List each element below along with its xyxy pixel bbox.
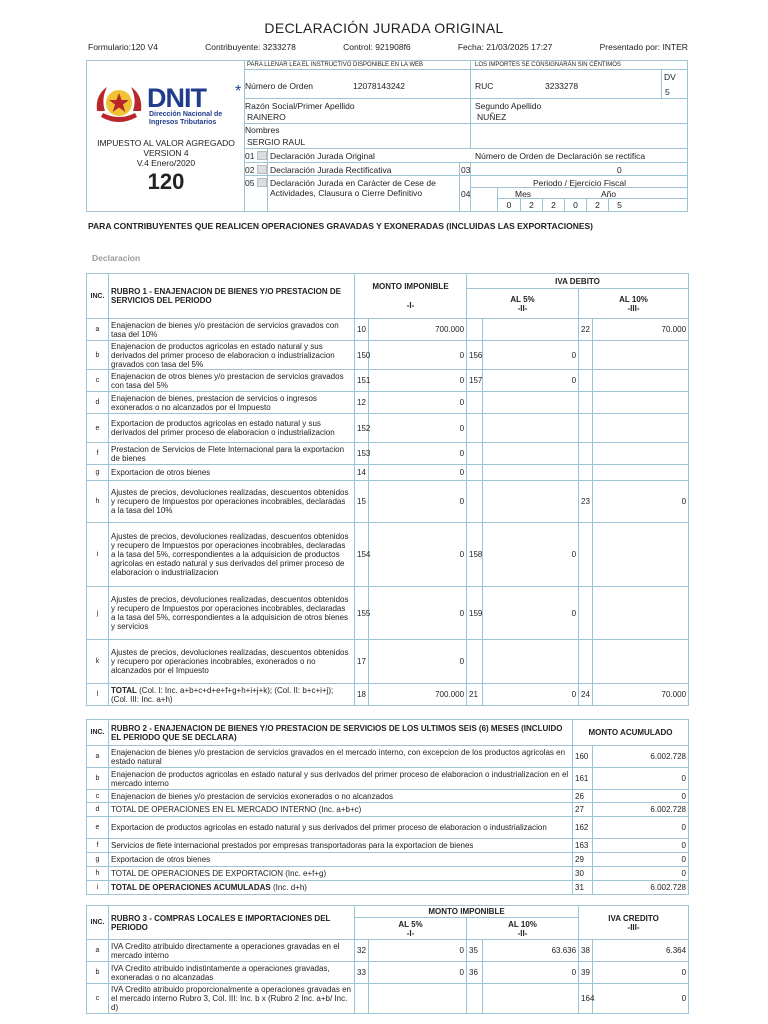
- col3-code: [579, 370, 593, 392]
- row-inc: i: [87, 881, 109, 895]
- row-inc: b: [87, 768, 109, 790]
- col1-value: 0: [369, 962, 467, 984]
- row-code: 162: [573, 817, 593, 839]
- table-row: [87, 640, 689, 684]
- row-inc: b: [87, 962, 109, 984]
- row-desc: [109, 319, 355, 341]
- col3-code: 164: [579, 984, 593, 1014]
- al5-header: AL 5% -II-: [467, 289, 579, 319]
- col1-value: 0: [369, 392, 467, 414]
- opt01-code: 01: [245, 151, 255, 161]
- col1-value: 0: [369, 443, 467, 465]
- table-row: [87, 817, 689, 839]
- row-inc: l: [87, 684, 109, 706]
- col2-value: 0: [483, 587, 579, 640]
- col3-code: [579, 443, 593, 465]
- row-desc-text: (Inc. d+h): [270, 883, 307, 892]
- table-row: [87, 940, 689, 962]
- col2-code: [467, 481, 483, 523]
- col3-value: [593, 523, 689, 587]
- table-row: [87, 803, 689, 817]
- col1-code: 152: [355, 414, 369, 443]
- row-desc-text: Prestacion de Servicios de Flete Internacional para la exportacion de bienes: [111, 444, 345, 463]
- col3-code: [579, 414, 593, 443]
- col3-value: [593, 587, 689, 640]
- col3-code: [579, 341, 593, 370]
- table-row: [87, 481, 689, 523]
- row-inc: a: [87, 940, 109, 962]
- col2-value: 0: [483, 523, 579, 587]
- col2-code: [467, 392, 483, 414]
- row-desc-text: TOTAL DE OPERACIONES DE EXPORTACION (Inc. e+f+g): [111, 869, 327, 878]
- row-inc: e: [87, 414, 109, 443]
- row-desc-text: Ajustes de precios, devoluciones realizadas, descuentos obtenidos y recupero por operaciones incobrables, exonerados o no alcanzados por el Impuesto: [111, 648, 349, 675]
- form-header: [86, 60, 688, 212]
- row-desc-text: Ajustes de precios, devoluciones realizadas, descuentos obtenidos y recupero de Impuestos por operaciones incobrables, declaradas a la tasa del 5%, correspondientes a la adquisicion de productos agricolas en estado natural y sus derivados del primer proceso de elaboracion o industrializacion: [111, 532, 349, 577]
- rubro1-table: [86, 273, 689, 706]
- opt02-code: 02: [245, 165, 255, 175]
- rubro2-inc-header: INC.: [87, 720, 109, 746]
- nombres-value: SERGIO RAUL: [247, 137, 306, 147]
- row-desc: [109, 768, 573, 790]
- row-desc: IVA Credito atribuido indistintamente a operaciones gravadas, exoneradas o no alcanzadas: [109, 962, 355, 984]
- col1-value: 0: [369, 587, 467, 640]
- form-number: 120: [147, 169, 185, 194]
- col2-code: 36: [467, 962, 483, 984]
- dnit-emblem-icon: [93, 81, 145, 129]
- row-desc-text: (Col. I: Inc. a+b+c+d+e+f+g+h+i+j+k); (Col. II: b+c+i+j); (Col. III: Inc. a+h): [111, 685, 334, 704]
- row-inc: g: [87, 853, 109, 867]
- col2-code: 21: [467, 684, 483, 706]
- col1-code: 14: [355, 465, 369, 481]
- page-title: DECLARACIÓN JURADA ORIGINAL: [264, 20, 504, 36]
- rubro2-table: [86, 719, 689, 895]
- col3-code: 24: [579, 684, 593, 706]
- logo-star: *: [235, 83, 242, 100]
- col2-code: [467, 443, 483, 465]
- table-row: [87, 984, 689, 1014]
- row-desc-text: Enajenacion de bienes y/o prestacion de servicios gravados con tasa del 10%: [111, 320, 339, 339]
- row-desc: [109, 370, 355, 392]
- col1-code: 12: [355, 392, 369, 414]
- row-inc: h: [87, 481, 109, 523]
- col1-value: 700.000: [369, 319, 467, 341]
- row-code: 160: [573, 746, 593, 768]
- col1-value: 0: [369, 940, 467, 962]
- col1-value: 0: [369, 341, 467, 370]
- col2-code: [467, 319, 483, 341]
- col3-value: 70.000: [593, 684, 689, 706]
- col2-value: [483, 414, 579, 443]
- nombres-label: Nombres: [245, 125, 280, 135]
- col2-code: 35: [467, 940, 483, 962]
- row-desc: [109, 481, 355, 523]
- col1-code: 15: [355, 481, 369, 523]
- row-desc-text: TOTAL DE OPERACIONES EN EL MERCADO INTERNO (Inc. a+b+c): [111, 805, 362, 814]
- col1-value: 0: [369, 523, 467, 587]
- table-row: [87, 587, 689, 640]
- row-desc-text: Exportacion de otros bienes: [111, 855, 211, 864]
- table-row: [87, 443, 689, 465]
- rubro3-al10-header: AL 10% -II-: [467, 918, 579, 940]
- col1-code: 10: [355, 319, 369, 341]
- col2-value: 0: [483, 370, 579, 392]
- row-desc: [109, 640, 355, 684]
- razon-label: Razón Social/Primer Apellido: [245, 101, 355, 111]
- row-inc: d: [87, 803, 109, 817]
- table-row: [87, 341, 689, 370]
- col2-code: [467, 414, 483, 443]
- row-desc-text: Exportacion de productos agricolas en estado natural y sus derivados del primer proceso de elaboracion o industrializacion: [111, 419, 335, 437]
- row-desc: [109, 392, 355, 414]
- col1-code: 151: [355, 370, 369, 392]
- col2-code: 158: [467, 523, 483, 587]
- col2-value: [483, 443, 579, 465]
- col2-value: 63.636: [483, 940, 579, 962]
- opt01-label: Declaración Jurada Original: [270, 151, 375, 161]
- rubro2-title: RUBRO 2 - ENAJENACION DE BIENES Y/O PRESTACION DE SERVICIOS DE LOS ULTIMOS SEIS (6) MESES (INCLUIDO EL PERIODO QUE SE DECLARA): [109, 720, 573, 746]
- row-desc-text: Ajustes de precios, devoluciones realizadas, descuentos obtenidos y recupero de Impuestos por operaciones incobrables, declaradas a la tasa del 10%: [111, 488, 349, 515]
- section-label: Declaracion: [92, 253, 141, 263]
- opt02-checkbox[interactable]: [257, 164, 267, 174]
- col3-value: 0: [593, 962, 689, 984]
- opt05-label: Declaración Jurada en Carácter de Cese de Actividades, Clausura o Cierre Definitivo: [270, 178, 436, 198]
- meta-control: Control: 921908f6: [343, 42, 411, 52]
- table-row: [87, 867, 689, 881]
- col3-value: [593, 392, 689, 414]
- opt02-label: Declaración Jurada Rectificativa: [270, 165, 392, 175]
- col2-value: [483, 392, 579, 414]
- col3-code: 23: [579, 481, 593, 523]
- rubro3-table: [86, 905, 689, 1014]
- table-row: [87, 319, 689, 341]
- col1-value: 0: [369, 481, 467, 523]
- periodo-label: Periodo / Ejercicio Fiscal: [532, 178, 627, 188]
- col1-code: 33: [355, 962, 369, 984]
- col2-code: [467, 984, 483, 1014]
- row-value: 0: [593, 790, 689, 803]
- col3-value: [593, 465, 689, 481]
- row-desc: IVA Credito atribuido directamente a operaciones gravadas en el mercado interno: [109, 940, 355, 962]
- row-desc: [109, 587, 355, 640]
- row-inc: c: [87, 790, 109, 803]
- meta-fecha: Fecha: 21/03/2025 17:27: [457, 42, 553, 52]
- row-value: 6.002.728: [593, 803, 689, 817]
- row-desc-bold: TOTAL DE OPERACIONES ACUMULADAS: [111, 883, 271, 892]
- col1-value: [369, 984, 467, 1014]
- row-desc-text: Exportacion de otros bienes: [111, 468, 211, 477]
- col3-code: 22: [579, 319, 593, 341]
- row-value: 6.002.728: [593, 881, 689, 895]
- segundo-label: Segundo Apellido: [475, 101, 542, 111]
- rubro1-inc-header: INC.: [87, 274, 109, 319]
- col2-code: [467, 465, 483, 481]
- rectifica-value: 0: [617, 165, 622, 175]
- row-desc: [109, 341, 355, 370]
- row-desc-text: Enajenacion de otros bienes y/o prestacion de servicios gravados con tasa del 5%: [111, 371, 344, 390]
- tax-name: IMPUESTO AL VALOR AGREGADO VERSION 4 V.4 Enero/2020: [97, 138, 235, 168]
- col2-value: [483, 481, 579, 523]
- razon-value: RAINERO: [247, 112, 286, 122]
- col3-value: 0: [593, 481, 689, 523]
- col2-code: 157: [467, 370, 483, 392]
- col2-value: [483, 319, 579, 341]
- table-row: [87, 962, 689, 984]
- col3-code: [579, 523, 593, 587]
- iva-debito-header: IVA DEBITO: [467, 274, 689, 289]
- orden-label: Número de Orden: [245, 81, 314, 91]
- rubro3-title: RUBRO 3 - COMPRAS LOCALES E IMPORTACIONES DEL PERIODO: [109, 906, 355, 940]
- row-inc: h: [87, 867, 109, 881]
- orden-value: 12078143242: [353, 81, 406, 91]
- mes-label: Mes: [515, 189, 532, 199]
- table-row: [87, 465, 689, 481]
- table-row: [87, 523, 689, 587]
- logo-area: [87, 61, 245, 212]
- importes-note: LOS IMPORTES SE CONSIGNARÁN SIN CÉNTIMOS: [475, 62, 621, 68]
- row-desc-text: Enajenacion de productos agricolas en estado natural y sus derivados del primer proceso de elaboracion o industrializacion gravados con tasa del 5%: [111, 341, 335, 369]
- row-desc-text: Enajenacion de bienes, prestacion de servicios o ingresos exonerados o no alcanzados por el Impuesto: [111, 393, 317, 412]
- table-row: [87, 881, 689, 895]
- col3-value: 70.000: [593, 319, 689, 341]
- row-inc: j: [87, 587, 109, 640]
- row-desc: [109, 523, 355, 587]
- col2-code: 159: [467, 587, 483, 640]
- col2-value: 0: [483, 684, 579, 706]
- row-inc: a: [87, 746, 109, 768]
- instructivo-note: PARA LLENAR LEA EL INSTRUCTIVO DISPONIBLE EN LA WEB: [247, 62, 424, 68]
- table-row: [87, 790, 689, 803]
- table-row: [87, 392, 689, 414]
- row-desc: [109, 746, 573, 768]
- row-desc: [109, 684, 355, 706]
- monto-acumulado-header: MONTO ACUMULADO: [573, 720, 689, 746]
- col3-value: [593, 414, 689, 443]
- col3-code: [579, 465, 593, 481]
- col1-value: 0: [369, 370, 467, 392]
- col2-value: [483, 465, 579, 481]
- table-row: [87, 370, 689, 392]
- ruc-label: RUC: [475, 81, 494, 91]
- row-desc: [109, 414, 355, 443]
- rubro3-monto-header: MONTO IMPONIBLE: [355, 906, 579, 918]
- row-desc: [109, 867, 573, 881]
- row-code: 161: [573, 768, 593, 790]
- row-value: 0: [593, 853, 689, 867]
- opt05-code: 05: [245, 178, 255, 188]
- row-value: 0: [593, 817, 689, 839]
- anio-label: Año: [601, 189, 617, 199]
- col1-code: 154: [355, 523, 369, 587]
- col2-value: 0: [483, 341, 579, 370]
- opt05-checkbox[interactable]: [257, 177, 267, 187]
- col3-value: [593, 370, 689, 392]
- monto-imponible-header: MONTO IMPONIBLE -I-: [355, 274, 467, 319]
- col3-value: 6.364: [593, 940, 689, 962]
- ruc-value: 3233278: [545, 81, 579, 91]
- row-desc: [109, 881, 573, 895]
- row-inc: f: [87, 443, 109, 465]
- code03: 03: [461, 165, 471, 175]
- row-inc: f: [87, 839, 109, 853]
- period-digits: 0 2 2 0 2 5: [498, 199, 630, 211]
- form-meta: [88, 42, 688, 52]
- row-desc-text: Enajenacion de bienes y/o prestacion de servicios exonerados o no alcanzados: [111, 791, 393, 801]
- row-desc: [109, 803, 573, 817]
- col1-code: 153: [355, 443, 369, 465]
- row-desc-text: Ajustes de precios, devoluciones realizadas, descuentos obtenidos y recupero de Impuestos por operaciones incobrables, declaradas a la tasa del 5%, correspondientes a la adquisicion de otros bienes y servicios: [111, 595, 349, 631]
- col1-value: 700.000: [369, 684, 467, 706]
- table-row: [87, 746, 689, 768]
- row-code: 31: [573, 881, 593, 895]
- meta-formulario: Formulario:120 V4: [88, 42, 158, 52]
- table-row: [87, 853, 689, 867]
- row-code: 27: [573, 803, 593, 817]
- logo-text: DNIT: [147, 83, 206, 113]
- row-value: 0: [593, 867, 689, 881]
- row-inc: k: [87, 640, 109, 684]
- row-inc: a: [87, 319, 109, 341]
- row-desc: [109, 465, 355, 481]
- segundo-value: NUÑEZ: [477, 112, 507, 122]
- col1-code: 150: [355, 341, 369, 370]
- col1-code: 32: [355, 940, 369, 962]
- dv-label: DV: [664, 72, 676, 82]
- row-inc: i: [87, 523, 109, 587]
- col1-value: 0: [369, 640, 467, 684]
- row-code: 29: [573, 853, 593, 867]
- col1-code: 155: [355, 587, 369, 640]
- row-inc: c: [87, 370, 109, 392]
- table-row: [87, 768, 689, 790]
- row-code: 30: [573, 867, 593, 881]
- opt01-checkbox[interactable]: [257, 150, 267, 160]
- rubro3-inc-header: INC.: [87, 906, 109, 940]
- row-value: 0: [593, 768, 689, 790]
- rectifica-label: Número de Orden de Declaración se rectifica: [475, 151, 646, 161]
- col1-value: 0: [369, 414, 467, 443]
- col3-code: 38: [579, 940, 593, 962]
- table-row: [87, 684, 689, 706]
- row-inc: c: [87, 984, 109, 1014]
- row-desc: [109, 839, 573, 853]
- col3-code: [579, 392, 593, 414]
- row-desc: [109, 853, 573, 867]
- col2-value: [483, 984, 579, 1014]
- col3-code: [579, 640, 593, 684]
- code04: 04: [461, 189, 471, 199]
- row-desc-text: Enajenacion de productos agricolas en estado natural y sus derivados del primer proceso de elaboracion o industrializacion en el mercado interno: [111, 769, 569, 788]
- col1-value: 0: [369, 465, 467, 481]
- col3-code: 39: [579, 962, 593, 984]
- logo-subtitle: Dirección Nacional de Ingresos Tributarios: [149, 111, 223, 126]
- col3-code: [579, 587, 593, 640]
- dv-value: 5: [665, 87, 670, 97]
- col2-code: [467, 640, 483, 684]
- col3-value: [593, 640, 689, 684]
- row-desc-text: Exportacion de productos agricolas en estado natural y sus derivados del primer proceso de elaboracion o industrializacion: [111, 823, 547, 832]
- row-desc-text: Enajenacion de bienes y/o prestacion de servicios gravados en el mercado interno, con excepcion de los productos agricolas en estado natural: [111, 747, 566, 766]
- meta-contribuyente: Contribuyente: 3233278: [205, 42, 296, 52]
- table-row: [87, 414, 689, 443]
- col3-value: [593, 443, 689, 465]
- row-value: 6.002.728: [593, 746, 689, 768]
- col2-code: 156: [467, 341, 483, 370]
- row-value: 0: [593, 839, 689, 853]
- rubro1-title: RUBRO 1 - ENAJENACION DE BIENES Y/O PRESTACION DE SERVICIOS DEL PERIODO: [109, 274, 355, 319]
- row-inc: d: [87, 392, 109, 414]
- iva-credito-header: IVA CREDITO -III-: [579, 906, 689, 940]
- col1-code: 17: [355, 640, 369, 684]
- row-code: 26: [573, 790, 593, 803]
- row-desc: IVA Credito atribuido proporcionalmente a operaciones gravadas en el mercado interno Rubro 3, Col. III: Inc. b x (Rubro 2 Inc. a+b/ Inc. d): [109, 984, 355, 1014]
- col3-value: 0: [593, 984, 689, 1014]
- row-desc: [109, 443, 355, 465]
- row-inc: b: [87, 341, 109, 370]
- al10-header: AL 10% -III-: [579, 289, 689, 319]
- col3-value: [593, 341, 689, 370]
- col2-value: 0: [483, 962, 579, 984]
- col2-value: [483, 640, 579, 684]
- contribuyentes-banner: PARA CONTRIBUYENTES QUE REALICEN OPERACIONES GRAVADAS Y EXONERADAS (INCLUIDAS LAS EXPORTACIONES): [88, 221, 594, 231]
- row-desc-text: Servicios de flete internacional prestados por empresas transportadoras para la exportacion de bienes: [111, 841, 474, 850]
- row-code: 163: [573, 839, 593, 853]
- col1-code: 18: [355, 684, 369, 706]
- table-row: [87, 839, 689, 853]
- row-inc: g: [87, 465, 109, 481]
- row-desc: [109, 817, 573, 839]
- col1-code: [355, 984, 369, 1014]
- row-desc-bold: TOTAL: [111, 685, 137, 695]
- meta-presentado: Presentado por: INTER: [599, 42, 688, 52]
- row-inc: e: [87, 817, 109, 839]
- rubro3-al5-header: AL 5% -I-: [355, 918, 467, 940]
- row-desc: [109, 790, 573, 803]
